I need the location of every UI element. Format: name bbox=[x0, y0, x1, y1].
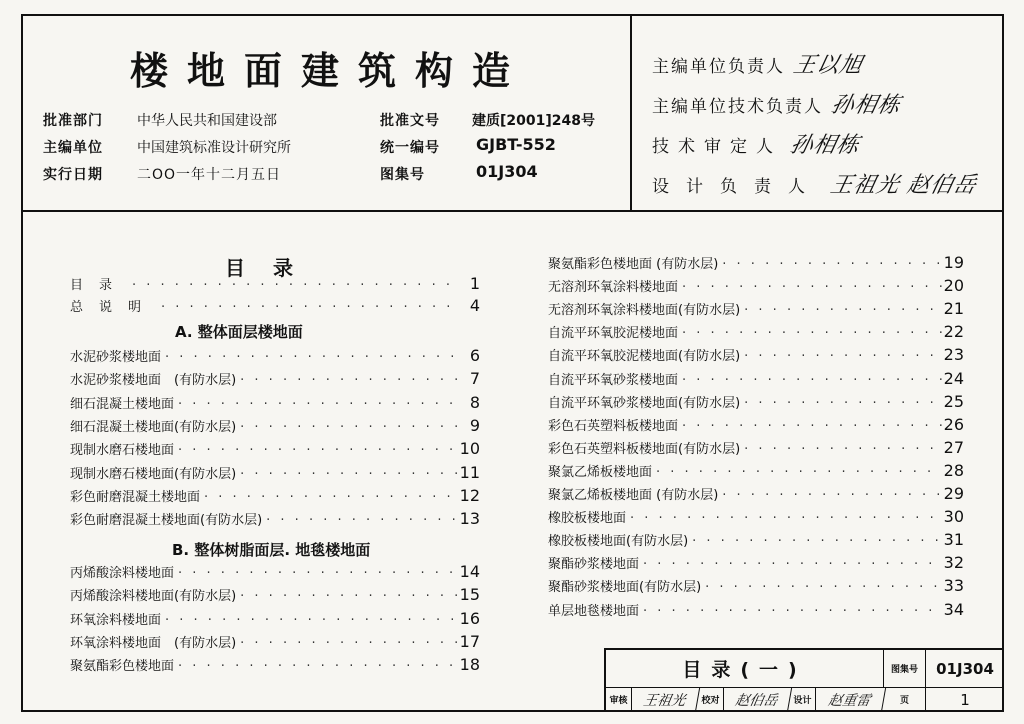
dot-leader bbox=[165, 350, 458, 365]
dot-leader bbox=[692, 534, 941, 549]
toc-item-title: 彩色石英塑料板楼地面(有防水层) bbox=[548, 441, 741, 457]
toc-item-title: 聚酯砂浆楼地面(有防水层) bbox=[548, 580, 702, 596]
atlas-number: 01J304 bbox=[926, 650, 1004, 688]
toc-item[interactable] bbox=[548, 299, 964, 321]
approval-dept-label: 批准部门 bbox=[43, 113, 103, 129]
toc-item[interactable] bbox=[70, 609, 480, 631]
toc-item-page: 9 bbox=[469, 415, 480, 435]
review-label: 审核 bbox=[606, 688, 632, 712]
staff-role: 主编单位技术负责人 bbox=[652, 97, 823, 117]
dot-leader bbox=[682, 373, 942, 388]
toc-item-page: 14 bbox=[459, 562, 480, 581]
dot-leader bbox=[643, 604, 942, 619]
toc-item-page: 13 bbox=[459, 509, 480, 529]
dot-leader bbox=[744, 349, 941, 364]
toc-item[interactable] bbox=[548, 484, 964, 506]
toc-item-page: 29 bbox=[943, 484, 964, 503]
signature: 孙相栋 bbox=[829, 93, 904, 118]
toc-item-page: 21 bbox=[943, 299, 964, 319]
dot-leader bbox=[266, 513, 457, 528]
toc-item[interactable] bbox=[70, 486, 480, 508]
unified-no-label: 统一编号 bbox=[380, 140, 440, 156]
toc-item-page: 22 bbox=[943, 322, 964, 342]
toc-item-page: 16 bbox=[459, 608, 480, 628]
toc-item-title: 自流平环氧胶泥楼地面 bbox=[548, 326, 679, 342]
toc-title: 目录 bbox=[225, 256, 321, 280]
toc-item-title: 环氧涂料楼地面 bbox=[70, 612, 162, 628]
toc-item[interactable] bbox=[70, 416, 480, 438]
dot-leader bbox=[744, 303, 941, 318]
main-title: 楼地面建筑构造 bbox=[130, 49, 530, 93]
staff-row-review bbox=[652, 128, 863, 159]
dot-leader bbox=[682, 326, 942, 341]
toc-item[interactable] bbox=[548, 276, 964, 298]
toc-item[interactable] bbox=[70, 393, 480, 415]
toc-item[interactable] bbox=[548, 507, 964, 529]
toc-item-page: 31 bbox=[943, 530, 964, 550]
dot-leader bbox=[165, 613, 458, 628]
toc-item-title: 聚酯砂浆楼地面 bbox=[548, 557, 640, 573]
toc-item-page: 20 bbox=[943, 276, 964, 296]
toc-item[interactable] bbox=[70, 346, 480, 368]
toc-item[interactable] bbox=[70, 632, 480, 654]
toc-item-page: 25 bbox=[943, 391, 964, 411]
toc-item[interactable] bbox=[70, 562, 480, 584]
effective-date: 二OO一年十二月五日 bbox=[137, 167, 282, 183]
toc-item[interactable] bbox=[548, 253, 964, 275]
design-label: 设计 bbox=[790, 688, 816, 712]
toc-item-title: 聚氨酯彩色楼地面 (有防水层) bbox=[548, 257, 719, 272]
toc-item-page: 34 bbox=[943, 599, 964, 619]
toc-item-page: 32 bbox=[943, 553, 964, 573]
toc-item-title: 无溶剂环氧涂料楼地面 bbox=[548, 280, 679, 296]
staff-row-design bbox=[652, 168, 980, 199]
toc-item-page: 24 bbox=[943, 368, 964, 388]
toc-item[interactable]: 目录 · · · 1 bbox=[70, 274, 480, 296]
toc-item-title: 丙烯酸涂料楼地面(有防水层) bbox=[70, 589, 237, 605]
dot-leader bbox=[240, 467, 457, 482]
toc-item[interactable] bbox=[548, 345, 964, 367]
toc-item[interactable] bbox=[548, 461, 964, 483]
atlas-label: 图集号 bbox=[884, 650, 926, 688]
toc-item-title: 现制水磨石楼地面 bbox=[70, 443, 175, 459]
toc-item[interactable] bbox=[548, 600, 964, 622]
staff-role: 主编单位负责人 bbox=[652, 57, 785, 77]
section-b-heading: B. 整体树脂面层. 地毯楼地面 bbox=[172, 541, 371, 559]
signature: 王祖光 赵伯岳 bbox=[828, 173, 980, 198]
page-label: 页 bbox=[884, 688, 926, 712]
toc-item-page: 7 bbox=[469, 369, 480, 389]
toc-item[interactable] bbox=[548, 415, 964, 437]
review-signature: 王祖光 bbox=[630, 688, 700, 712]
toc-item-title: 环氧涂料楼地面 (有防水层) bbox=[70, 635, 237, 651]
title-block bbox=[604, 648, 1004, 712]
toc-item[interactable] bbox=[70, 463, 480, 485]
toc-item-page: 30 bbox=[943, 507, 964, 527]
dot-leader bbox=[705, 580, 941, 595]
toc-item-page: 27 bbox=[943, 437, 964, 457]
staff-role: 技术审定人 bbox=[652, 137, 782, 157]
toc-item[interactable] bbox=[70, 509, 480, 531]
toc-item[interactable]: 总说明 · · · 4 bbox=[70, 296, 480, 318]
toc-item-title: 细石混凝土楼地面(有防水层) bbox=[70, 419, 237, 435]
toc-item-title: 橡胶板楼地面 bbox=[548, 511, 627, 527]
staff-row-tech bbox=[652, 88, 904, 119]
dot-leader bbox=[204, 490, 458, 505]
design-signature: 赵重雷 bbox=[814, 688, 886, 712]
header-vertical-divider bbox=[630, 14, 632, 210]
approval-doc: 建质[2001]248号 bbox=[472, 113, 595, 129]
toc-item[interactable] bbox=[70, 655, 480, 677]
dot-leader bbox=[240, 420, 458, 435]
dot-leader bbox=[630, 511, 942, 526]
dot-leader bbox=[682, 419, 942, 434]
toc-item[interactable] bbox=[548, 392, 964, 414]
dot-leader bbox=[240, 589, 457, 604]
staff-role: 设计负责人 bbox=[652, 177, 822, 197]
toc-item-page: 18 bbox=[459, 655, 480, 675]
toc-item-page: 28 bbox=[943, 460, 964, 480]
atlas-no: 01J304 bbox=[476, 162, 538, 181]
toc-item-page: 33 bbox=[943, 576, 964, 596]
toc-item-title: 丙烯酸涂料楼地面 bbox=[70, 566, 175, 581]
approval-doc-label: 批准文号 bbox=[380, 113, 440, 129]
toc-item-title: 橡胶板楼地面(有防水层) bbox=[548, 534, 689, 550]
toc-item-title: 彩色耐磨混凝土楼地面 bbox=[70, 489, 201, 505]
atlas-no-label: 图集号 bbox=[380, 167, 425, 183]
dot-leader bbox=[240, 373, 458, 388]
toc-item-page: 11 bbox=[459, 462, 480, 482]
toc-item-page: 26 bbox=[943, 414, 964, 434]
section-a-heading: A. 整体面层楼地面 bbox=[175, 323, 303, 341]
toc-item-page: 6 bbox=[469, 346, 480, 365]
toc-item-title: 自流平环氧砂浆楼地面 bbox=[548, 372, 679, 388]
toc-item[interactable] bbox=[548, 369, 964, 391]
toc-item-title: 无溶剂环氧涂料楼地面(有防水层) bbox=[548, 303, 741, 319]
check-signature: 赵伯岳 bbox=[722, 688, 792, 712]
toc-item-page: 15 bbox=[459, 585, 480, 605]
unified-no: GJBT-552 bbox=[476, 135, 556, 154]
approval-dept: 中华人民共和国建设部 bbox=[137, 113, 277, 129]
toc-item[interactable] bbox=[548, 576, 964, 598]
toc-item-page: 12 bbox=[459, 485, 480, 505]
dot-leader bbox=[643, 557, 942, 572]
toc-item-title: 单层地毯楼地面 bbox=[548, 603, 640, 619]
toc-item[interactable] bbox=[548, 553, 964, 575]
toc-item-page: 19 bbox=[943, 253, 964, 272]
dot-leader bbox=[240, 636, 457, 651]
toc-item-title: 水泥砂浆楼地面 (有防水层) bbox=[70, 373, 237, 389]
toc-item[interactable] bbox=[70, 585, 480, 607]
toc-item[interactable] bbox=[70, 439, 480, 461]
sheet-title: 目录(一) bbox=[606, 650, 884, 688]
toc-item-page: 17 bbox=[459, 631, 480, 651]
toc-item-page: 8 bbox=[469, 392, 480, 412]
toc-item-title: 水泥砂浆楼地面 bbox=[70, 350, 162, 365]
toc-item-title: 聚氯乙烯板楼地面 bbox=[548, 464, 653, 480]
toc-item-title: 自流平环氧砂浆楼地面(有防水层) bbox=[548, 395, 741, 411]
staff-row-chief bbox=[652, 48, 866, 79]
dot-leader bbox=[178, 443, 458, 458]
toc-item[interactable] bbox=[548, 530, 964, 552]
check-label: 校对 bbox=[698, 688, 724, 712]
dot-leader bbox=[178, 397, 458, 412]
dot-leader bbox=[178, 566, 458, 581]
toc-item-title: 细石混凝土楼地面 bbox=[70, 396, 175, 412]
toc-item[interactable] bbox=[548, 438, 964, 460]
toc-item-title: 现制水磨石楼地面(有防水层) bbox=[70, 466, 237, 482]
effective-date-label: 实行日期 bbox=[43, 167, 103, 183]
dot-leader bbox=[744, 442, 941, 457]
toc-item-title: 彩色石英塑料板楼地面 bbox=[548, 418, 679, 434]
toc-item-title: 聚氨酯彩色楼地面 bbox=[70, 659, 175, 675]
chief-unit: 中国建筑标准设计研究所 bbox=[137, 140, 291, 156]
dot-leader bbox=[744, 396, 941, 411]
toc-item-title: 聚氯乙烯板楼地面 (有防水层) bbox=[548, 488, 719, 503]
dot-leader bbox=[656, 465, 942, 480]
dot-leader bbox=[722, 257, 941, 272]
toc-item[interactable] bbox=[548, 322, 964, 344]
toc-item[interactable] bbox=[70, 369, 480, 391]
dot-leader bbox=[682, 280, 942, 295]
toc-item-page: 23 bbox=[943, 345, 964, 365]
chief-unit-label: 主编单位 bbox=[43, 140, 103, 156]
toc-item-page: 10 bbox=[459, 439, 480, 459]
signature: 王以旭 bbox=[791, 53, 866, 78]
dot-leader bbox=[722, 488, 941, 503]
toc-item-title: 自流平环氧胶泥楼地面(有防水层) bbox=[548, 349, 741, 365]
toc-item-title: 彩色耐磨混凝土楼地面(有防水层) bbox=[70, 513, 263, 529]
signature: 孙相栋 bbox=[788, 133, 863, 158]
page-number: 1 bbox=[926, 688, 1004, 712]
dot-leader bbox=[178, 659, 458, 674]
header-divider bbox=[21, 210, 1004, 212]
